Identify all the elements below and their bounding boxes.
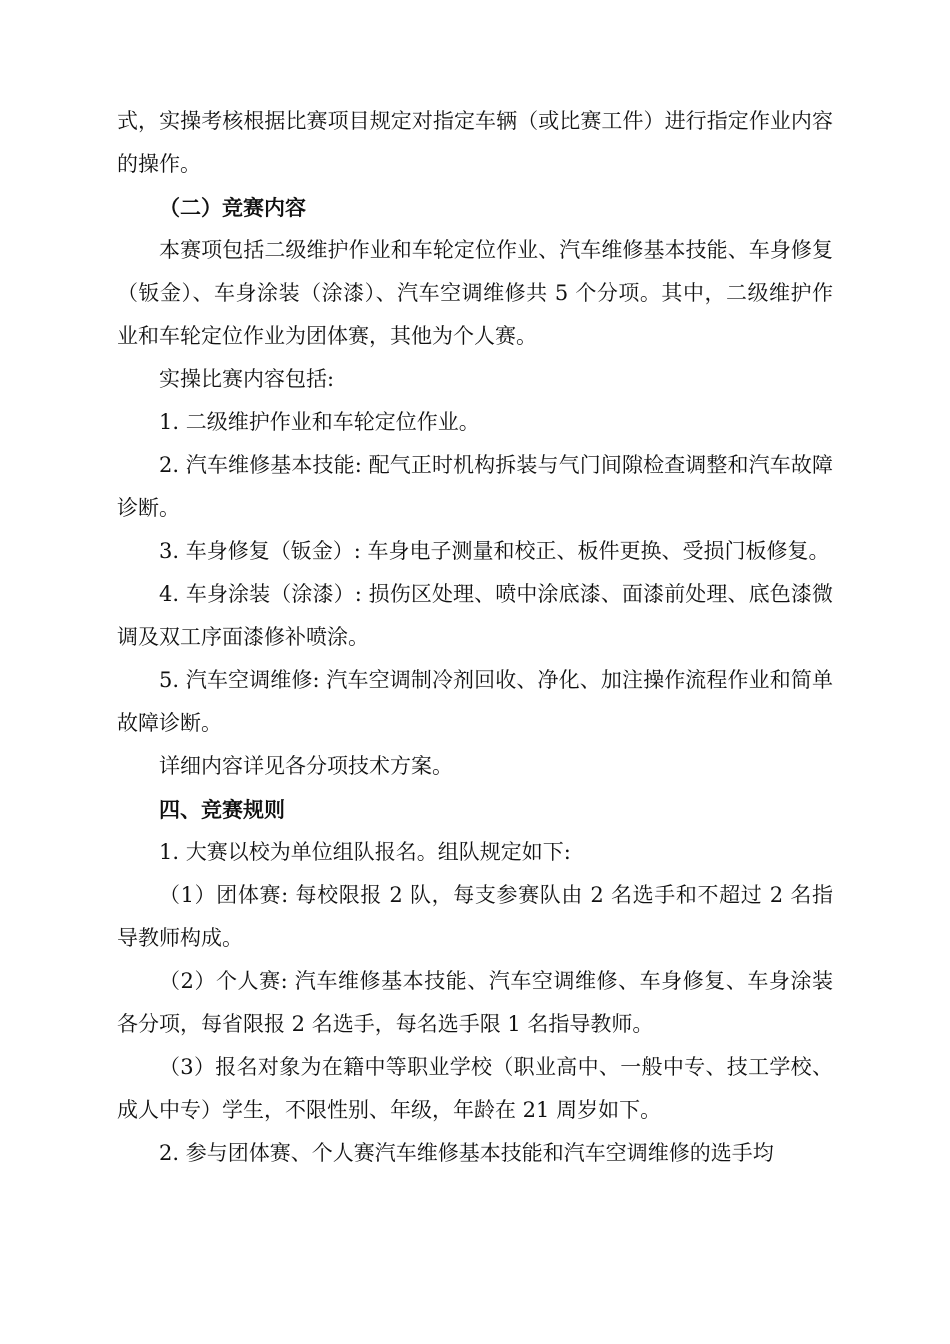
section-heading-competition-rules: 四、竞赛规则 [159, 797, 285, 822]
list-item-4: 4. 车身涂装（涂漆）: 损伤区处理、喷中涂底漆、面漆前处理、底色漆微调及双工序面漆修补喷涂。 [117, 582, 833, 649]
list-item-1: 1. 二级维护作业和车轮定位作业。 [159, 410, 480, 434]
paragraph-practical-intro: 实操比赛内容包括: [159, 367, 335, 391]
section-heading-competition-content: （二）竞赛内容 [159, 195, 306, 220]
list-item-3: 3. 车身修复（钣金）: 车身电子测量和校正、板件更换、受损门板修复。 [159, 539, 830, 563]
list-item-2: 2. 汽车维修基本技能: 配气正时机构拆装与气门间隙检查调整和汽车故障诊断。 [117, 453, 833, 520]
document-page [117, 100, 833, 1175]
paragraph-details-note: 详细内容详见各分项技术方案。 [159, 754, 453, 778]
rule-1: 1. 大赛以校为单位组队报名。组队规定如下: [159, 840, 571, 864]
rule-1-individual: （2）个人赛: 汽车维修基本技能、汽车空调维修、车身修复、车身涂装各分项，每省限报 2 名选手，每名选手限 1 名指导教师。 [117, 969, 833, 1036]
rule-2: 2. 参与团体赛、个人赛汽车维修基本技能和汽车空调维修的选手均 [159, 1141, 774, 1165]
rule-1-eligibility: （3）报名对象为在籍中等职业学校（职业高中、一般中专、技工学校、成人中专）学生，不限性别、年级，年龄在 21 周岁如下。 [117, 1055, 833, 1122]
list-item-5: 5. 汽车空调维修: 汽车空调制冷剂回收、净化、加注操作流程作业和简单故障诊断。 [117, 668, 833, 735]
paragraph-event-items: 本赛项包括二级维护作业和车轮定位作业、汽车维修基本技能、车身修复（钣金）、车身涂装（涂漆）、汽车空调维修共 5 个分项。其中，二级维护作业和车轮定位作业为团体赛，其他为个人赛。 [117, 238, 833, 348]
rule-1-team: （1）团体赛: 每校限报 2 队，每支参赛队由 2 名选手和不超过 2 名指导教师构成。 [117, 883, 833, 950]
paragraph-continuation: 式，实操考核根据比赛项目规定对指定车辆（或比赛工件）进行指定作业内容的操作。 [117, 109, 833, 176]
